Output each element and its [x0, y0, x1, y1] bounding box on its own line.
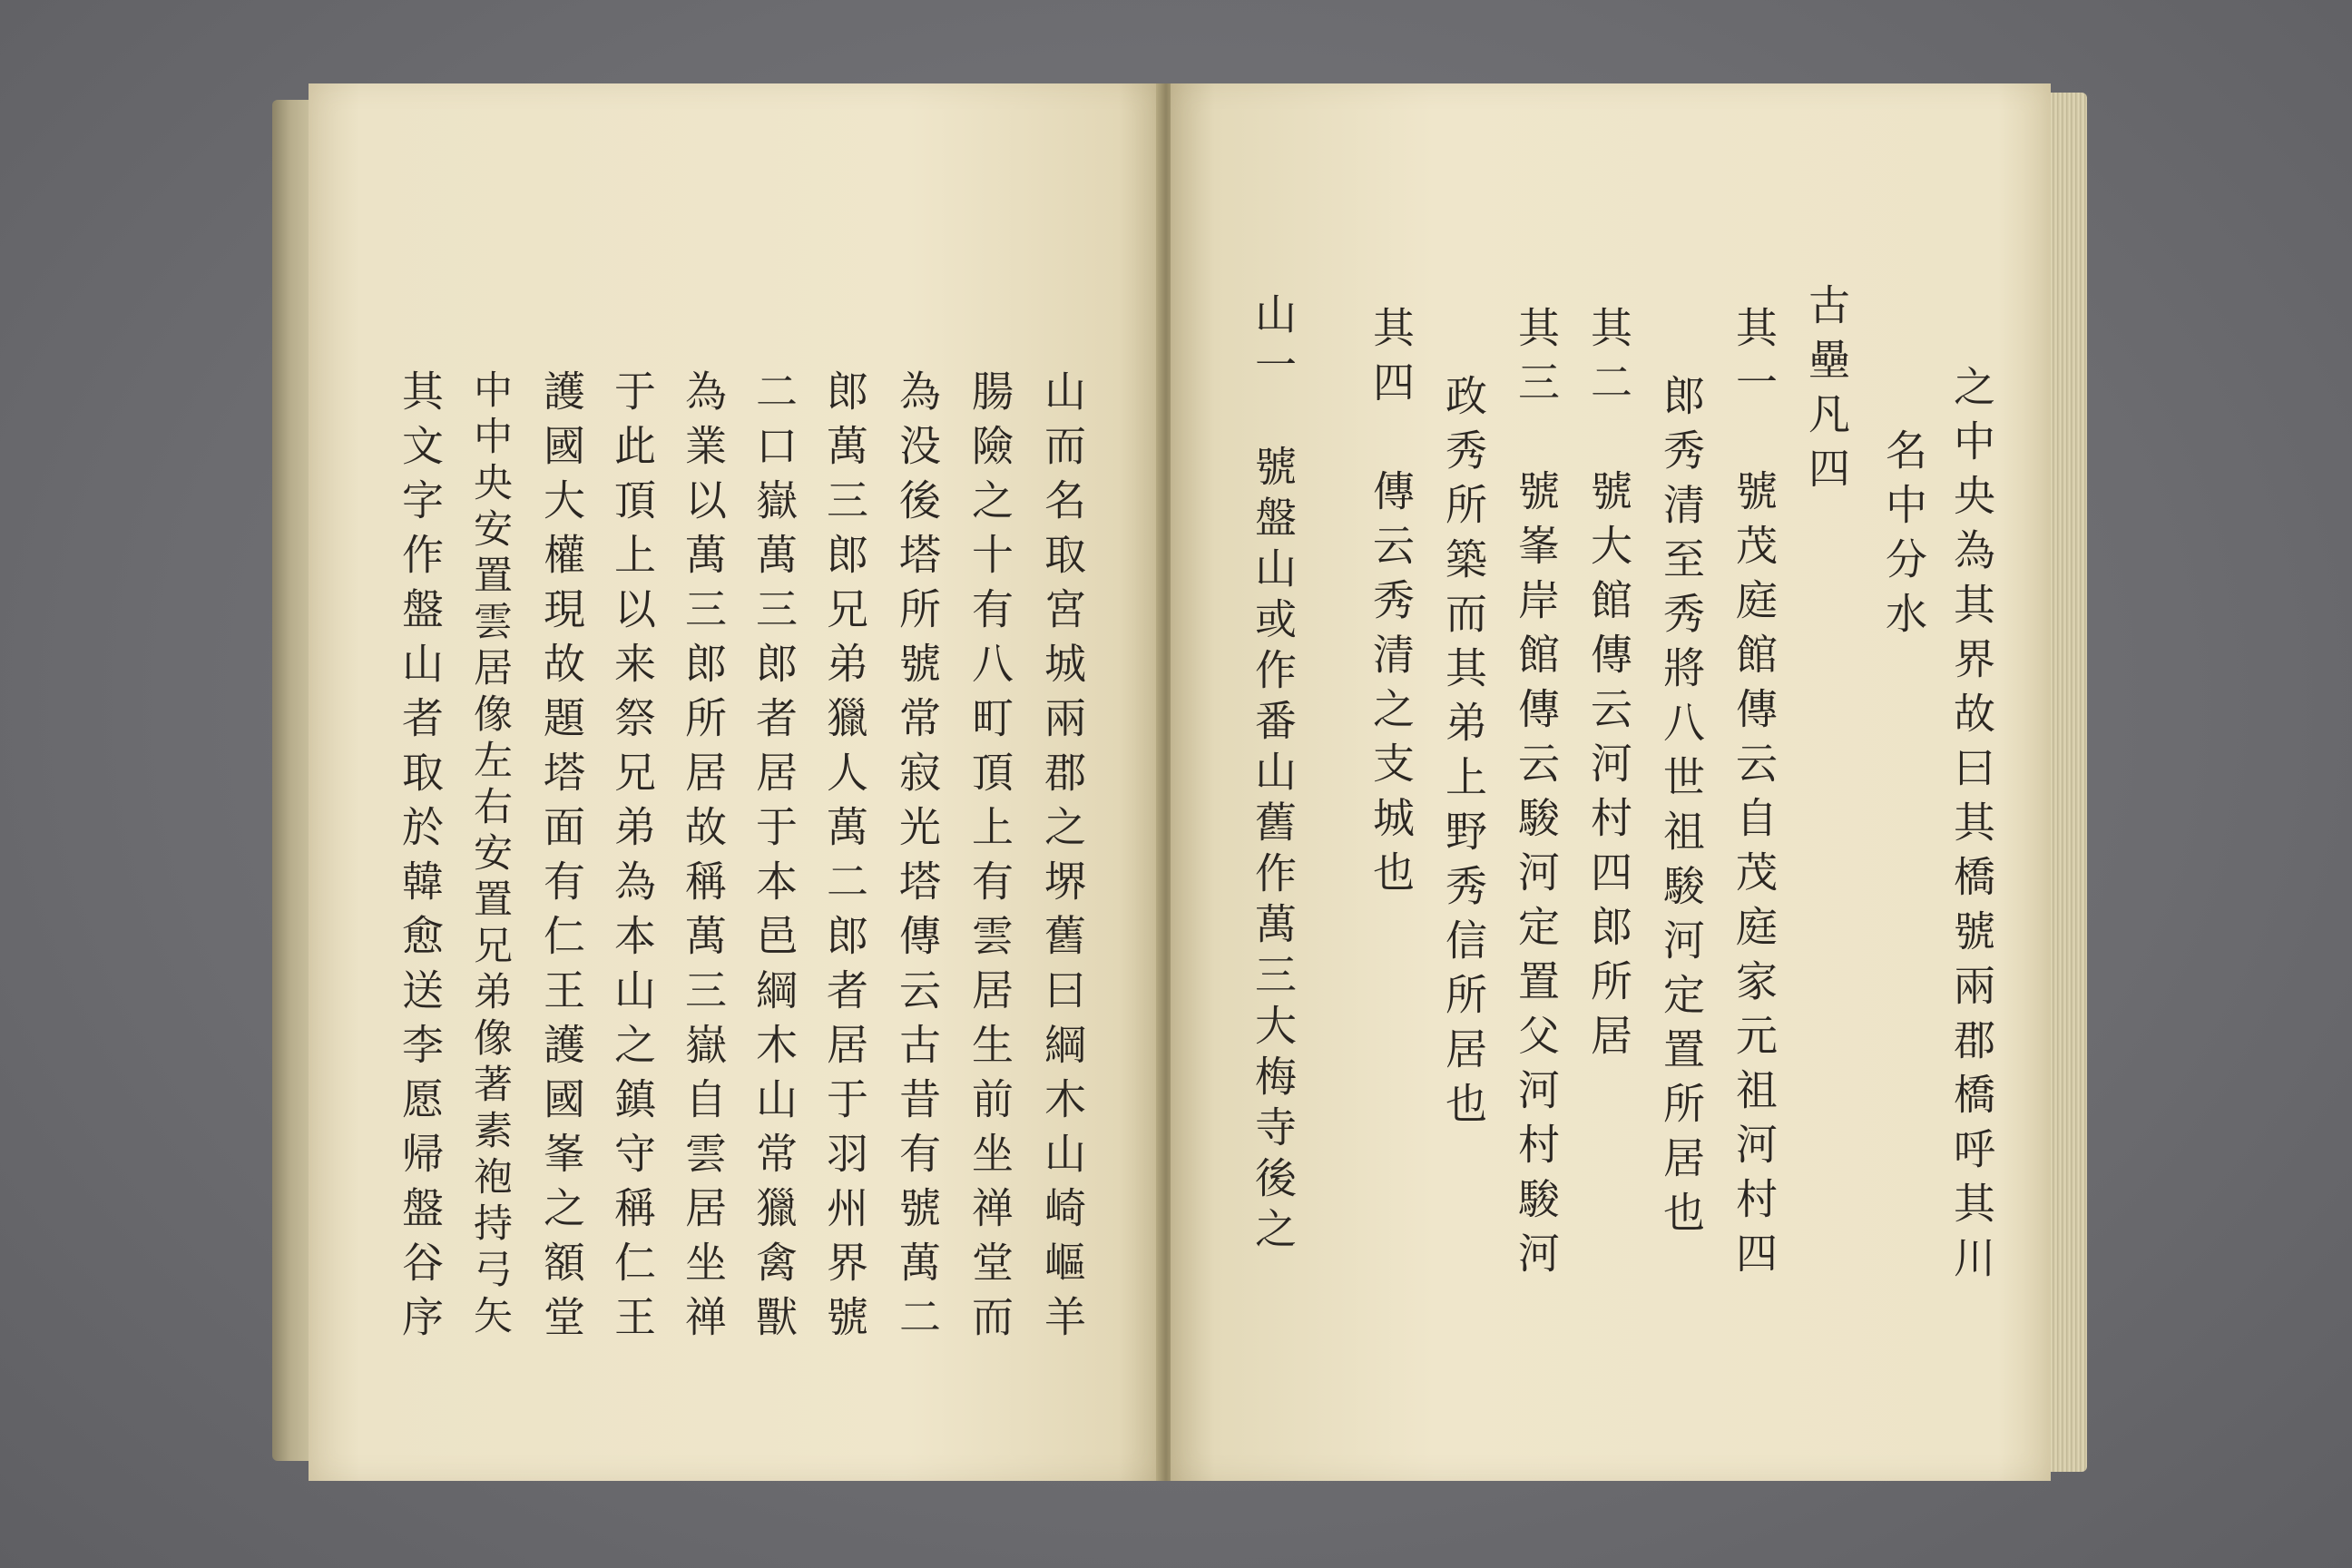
right-page-column-6: 其二 號大館傳云河村四郎所居	[1584, 306, 1633, 1068]
left-page-column-4: 郎萬三郎兄弟獵人萬二郎者居于羽州界號	[820, 369, 869, 1349]
right-page-column-10: 山一 號盤山或作番山舊作萬三大梅寺後之	[1249, 292, 1298, 1258]
right-page-column-3: 古壘凡四	[1802, 283, 1851, 501]
left-page	[309, 83, 1161, 1481]
right-page-column-4: 其一 號茂庭館傳云自茂庭家元祖河村四	[1730, 306, 1779, 1286]
left-page-column-1: 山而名取宮城兩郡之堺舊曰綱木山崎嶇羊	[1038, 369, 1087, 1349]
open-book	[272, 83, 2087, 1481]
right-page-column-2: 名中分水	[1879, 428, 1928, 646]
left-page-column-9: 中中央安置雲居像左右安置兄弟像著素袍持弓矢	[467, 369, 513, 1341]
book-page-edges-right	[2049, 93, 2087, 1472]
left-page-column-8: 護國大權現故題塔面有仁王護國峯之額堂	[537, 369, 586, 1349]
left-page-column-5: 二口嶽萬三郎者居于本邑綱木山常獵禽獸	[750, 369, 799, 1349]
right-page-column-8: 政秀所築而其弟上野秀信所居也	[1439, 374, 1488, 1136]
right-page-column-7: 其三 號峯岸館傳云駿河定置父河村駿河	[1512, 306, 1561, 1286]
right-page-column-9: 其四 傳云秀清之支城也	[1367, 306, 1416, 905]
right-page	[1171, 83, 2051, 1481]
right-page-column-5: 郎秀清至秀將八世祖駿河定置所居也	[1657, 374, 1706, 1245]
left-page-column-6: 為業以萬三郎所居故稱萬三嶽自雲居坐禅	[679, 369, 728, 1349]
right-page-column-1: 之中央為其界故曰其橋號兩郡橋呼其川	[1947, 365, 1996, 1290]
left-page-column-10: 其文字作盤山者取於韓愈送李愿帰盤谷序	[396, 369, 445, 1349]
left-page-column-7: 于此頂上以来祭兄弟為本山之鎮守稱仁王	[608, 369, 657, 1349]
left-page-column-3: 為没後塔所號常寂光塔傳云古昔有號萬二	[893, 369, 942, 1349]
left-page-column-2: 腸險之十有八町頂上有雲居生前坐禅堂而	[965, 369, 1014, 1349]
